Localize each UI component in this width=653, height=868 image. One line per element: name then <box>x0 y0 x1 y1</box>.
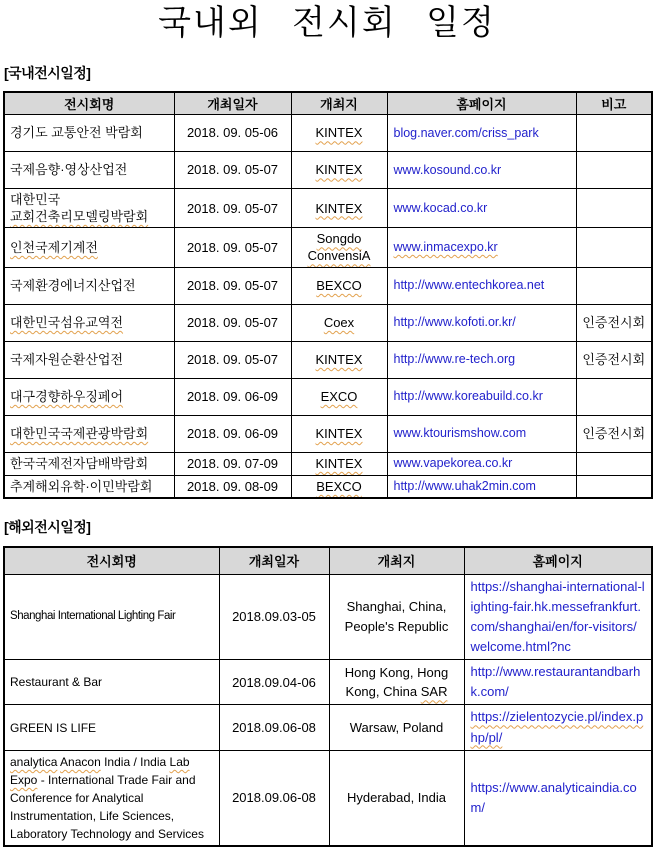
venue-cell: KINTEX <box>291 452 387 475</box>
homepage-link[interactable]: blog.naver.com/criss_park <box>393 125 539 140</box>
venue-cell: KINTEX <box>291 415 387 452</box>
venue-cell: KINTEX <box>291 115 387 152</box>
word: International <box>48 772 115 787</box>
exhibition-row <box>4 115 652 152</box>
section-label-overseas: [해외전시일정] <box>4 519 91 536</box>
word: Conference <box>10 790 73 805</box>
word: Services <box>157 826 204 841</box>
venue-cell: KINTEX <box>291 341 387 378</box>
homepage-cell <box>387 267 576 304</box>
word: Sciences, <box>122 808 175 823</box>
word: / <box>133 754 137 769</box>
overseas-table-body <box>4 574 652 846</box>
venue-cell: Songdo ConvensiA <box>291 228 387 267</box>
page-title: 국내외 전시회 일정 <box>158 4 496 42</box>
homepage-cell <box>387 415 576 452</box>
venue-cell: Warsaw, Poland <box>329 705 464 750</box>
exhibition-row <box>4 660 652 705</box>
exhibition-name-cell: 국제자원순환산업전 <box>4 341 174 378</box>
column-header-3: 개최지 <box>329 547 464 574</box>
date-cell: 2018.09.03-05 <box>219 574 329 660</box>
homepage-cell <box>387 189 576 228</box>
column-header-4: 홈페이지 <box>464 547 652 574</box>
misspelled-word: analytica <box>10 754 58 769</box>
date-cell: 2018. 09. 06-09 <box>174 378 291 415</box>
word: Life <box>99 808 119 823</box>
column-header-1: 전시회명 <box>4 92 174 115</box>
homepage-cell <box>387 152 576 189</box>
homepage-cell <box>464 574 652 660</box>
homepage-cell <box>387 378 576 415</box>
homepage-link[interactable]: https://shanghai-international-lighting-fair.hk.messefrankfurt.com/shanghai/en/for-visitors/welcome.html?nc <box>470 578 645 655</box>
misspelled-word: 교회건축리모델링박람회 <box>10 209 149 225</box>
note-cell <box>576 378 652 415</box>
note-cell <box>576 152 652 189</box>
date-cell: 2018. 09. 05-07 <box>174 267 291 304</box>
word: Fair <box>151 772 173 787</box>
exhibition-row <box>4 705 652 750</box>
word: and <box>175 772 196 787</box>
column-header-4: 홈페이지 <box>387 92 576 115</box>
date-cell: 2018. 09. 05-07 <box>174 152 291 189</box>
note-cell <box>576 189 652 228</box>
homepage-link[interactable]: https://www.analyticaindia.com/ <box>470 779 637 815</box>
word: Hong <box>417 664 449 680</box>
exhibition-name-cell: 국제음향·영상산업전 <box>4 152 174 189</box>
section-label-domestic: [국내전시일정] <box>4 65 91 81</box>
overseas-exhibitions-table <box>3 546 653 847</box>
homepage-cell <box>387 228 576 267</box>
overseas-table-header <box>4 547 652 574</box>
misspelled-word: Expo <box>10 772 38 787</box>
misspelled-word: Anacon <box>60 754 101 769</box>
word: Trade <box>117 772 149 787</box>
column-header-3: 개최지 <box>291 92 387 115</box>
exhibition-name-cell: Restaurant & Bar <box>4 660 219 705</box>
homepage-link[interactable]: http://www.kofoti.or.kr/ <box>393 315 516 330</box>
note-cell: 인증전시회 <box>576 341 652 378</box>
exhibition-name-cell: 대한민국섬유교역전 <box>4 304 174 341</box>
homepage-link[interactable]: http://www.re-tech.org <box>393 352 516 367</box>
homepage-cell <box>464 750 652 846</box>
date-cell: 2018. 09. 05-07 <box>174 304 291 341</box>
venue-cell <box>329 660 464 705</box>
homepage-link[interactable]: www.vapekorea.co.kr <box>393 456 513 471</box>
exhibition-row <box>4 475 652 498</box>
domestic-exhibitions-table <box>3 91 653 499</box>
exhibition-name-cell: 대한민국국제관광박람회 <box>4 415 174 452</box>
date-cell: 2018. 09. 08-09 <box>174 475 291 498</box>
exhibition-name-cell <box>4 750 219 846</box>
homepage-link[interactable]: www.kocad.co.kr <box>393 200 488 215</box>
exhibition-name-cell: 국제환경에너지산업전 <box>4 267 174 304</box>
date-cell: 2018. 09. 05-06 <box>174 115 291 152</box>
exhibition-row <box>4 304 652 341</box>
column-header-5: 비고 <box>576 92 652 115</box>
exhibition-name-cell <box>4 189 174 228</box>
date-cell: 2018. 09. 05-07 <box>174 189 291 228</box>
word: and <box>134 826 155 841</box>
exhibition-name-cell: 경기도 교통안전 박람회 <box>4 115 174 152</box>
exhibition-name-cell: 대구경향하우징페어 <box>4 378 174 415</box>
note-cell <box>576 452 652 475</box>
word: Kong, <box>345 684 380 700</box>
exhibition-name-cell: Shanghai International Lighting Fair <box>4 574 219 660</box>
homepage-cell <box>464 660 652 705</box>
homepage-cell <box>387 475 576 498</box>
note-cell: 인증전시회 <box>576 415 652 452</box>
venue-cell: KINTEX <box>291 189 387 228</box>
note-cell <box>576 228 652 267</box>
exhibition-row <box>4 228 652 267</box>
date-cell: 2018. 09. 06-09 <box>174 415 291 452</box>
exhibition-name-cell: 한국국제전자담배박람회 <box>4 452 174 475</box>
date-cell: 2018.09.04-06 <box>219 660 329 705</box>
note-cell <box>576 475 652 498</box>
date-cell: 2018. 09. 05-07 <box>174 228 291 267</box>
word: India <box>104 754 131 769</box>
homepage-cell <box>387 115 576 152</box>
homepage-link[interactable]: https://zielentozycie.pl/index.php/pl/ <box>470 709 644 745</box>
word: Kong, <box>379 664 414 680</box>
venue-cell: Shanghai, China, People's Republic <box>329 574 464 660</box>
exhibition-row <box>4 189 652 228</box>
exhibition-row <box>4 152 652 189</box>
date-cell: 2018.09.06-08 <box>219 750 329 846</box>
word: for <box>75 790 90 805</box>
homepage-cell <box>387 341 576 378</box>
venue-cell: BEXCO <box>291 267 387 304</box>
exhibition-row <box>4 415 652 452</box>
date-cell: 2018. 09. 05-07 <box>174 341 291 378</box>
exhibition-row <box>4 378 652 415</box>
column-header-2: 개최일자 <box>174 92 291 115</box>
exhibition-row <box>4 341 652 378</box>
exhibition-name-cell: 추계해외유학·이민박람회 <box>4 475 174 498</box>
note-cell <box>576 267 652 304</box>
homepage-link[interactable]: http://www.uhak2min.com <box>393 479 536 494</box>
venue-cell: BEXCO <box>291 475 387 498</box>
homepage-link[interactable]: http://www.koreabuild.co.kr <box>393 389 543 404</box>
exhibition-name-cell: GREEN IS LIFE <box>4 705 219 750</box>
exhibition-row <box>4 750 652 846</box>
homepage-link[interactable]: www.inmacexpo.kr <box>393 240 498 255</box>
word: India <box>140 754 167 769</box>
homepage-cell <box>387 452 576 475</box>
word: Analytical <box>92 790 144 805</box>
word: Instrumentation, <box>10 808 97 823</box>
column-header-1: 전시회명 <box>4 547 219 574</box>
homepage-cell <box>464 705 652 750</box>
domestic-table-body <box>4 115 652 499</box>
word: - <box>40 772 45 787</box>
word: Laboratory <box>10 826 68 841</box>
venue-cell: Hyderabad, India <box>329 750 464 846</box>
homepage-link[interactable]: http://www.entechkorea.net <box>393 278 545 293</box>
homepage-cell <box>387 304 576 341</box>
word: China <box>383 684 418 700</box>
exhibition-row <box>4 574 652 660</box>
note-cell <box>576 115 652 152</box>
venue-cell: EXCO <box>291 378 387 415</box>
homepage-link[interactable]: www.ktourismshow.com <box>393 426 527 441</box>
homepage-link[interactable]: http://www.restaurantandbarhk.com/ <box>470 664 641 700</box>
date-cell: 2018.09.06-08 <box>219 705 329 750</box>
homepage-link[interactable]: www.kosound.co.kr <box>393 162 502 177</box>
venue-cell: Coex <box>291 304 387 341</box>
misspelled-word: SAR <box>420 684 448 700</box>
exhibition-row <box>4 267 652 304</box>
word: Technology <box>70 826 132 841</box>
domestic-table-header <box>4 92 652 115</box>
header-row <box>4 92 652 115</box>
exhibition-name-cell: 인천국제기계전 <box>4 228 174 267</box>
venue-cell: KINTEX <box>291 152 387 189</box>
column-header-2: 개최일자 <box>219 547 329 574</box>
word: Hong <box>344 664 376 680</box>
note-cell: 인증전시회 <box>576 304 652 341</box>
exhibition-row <box>4 452 652 475</box>
misspelled-word: Lab <box>169 754 190 769</box>
date-cell: 2018. 09. 07-09 <box>174 452 291 475</box>
header-row <box>4 547 652 574</box>
word: 대한민국 <box>10 192 61 207</box>
